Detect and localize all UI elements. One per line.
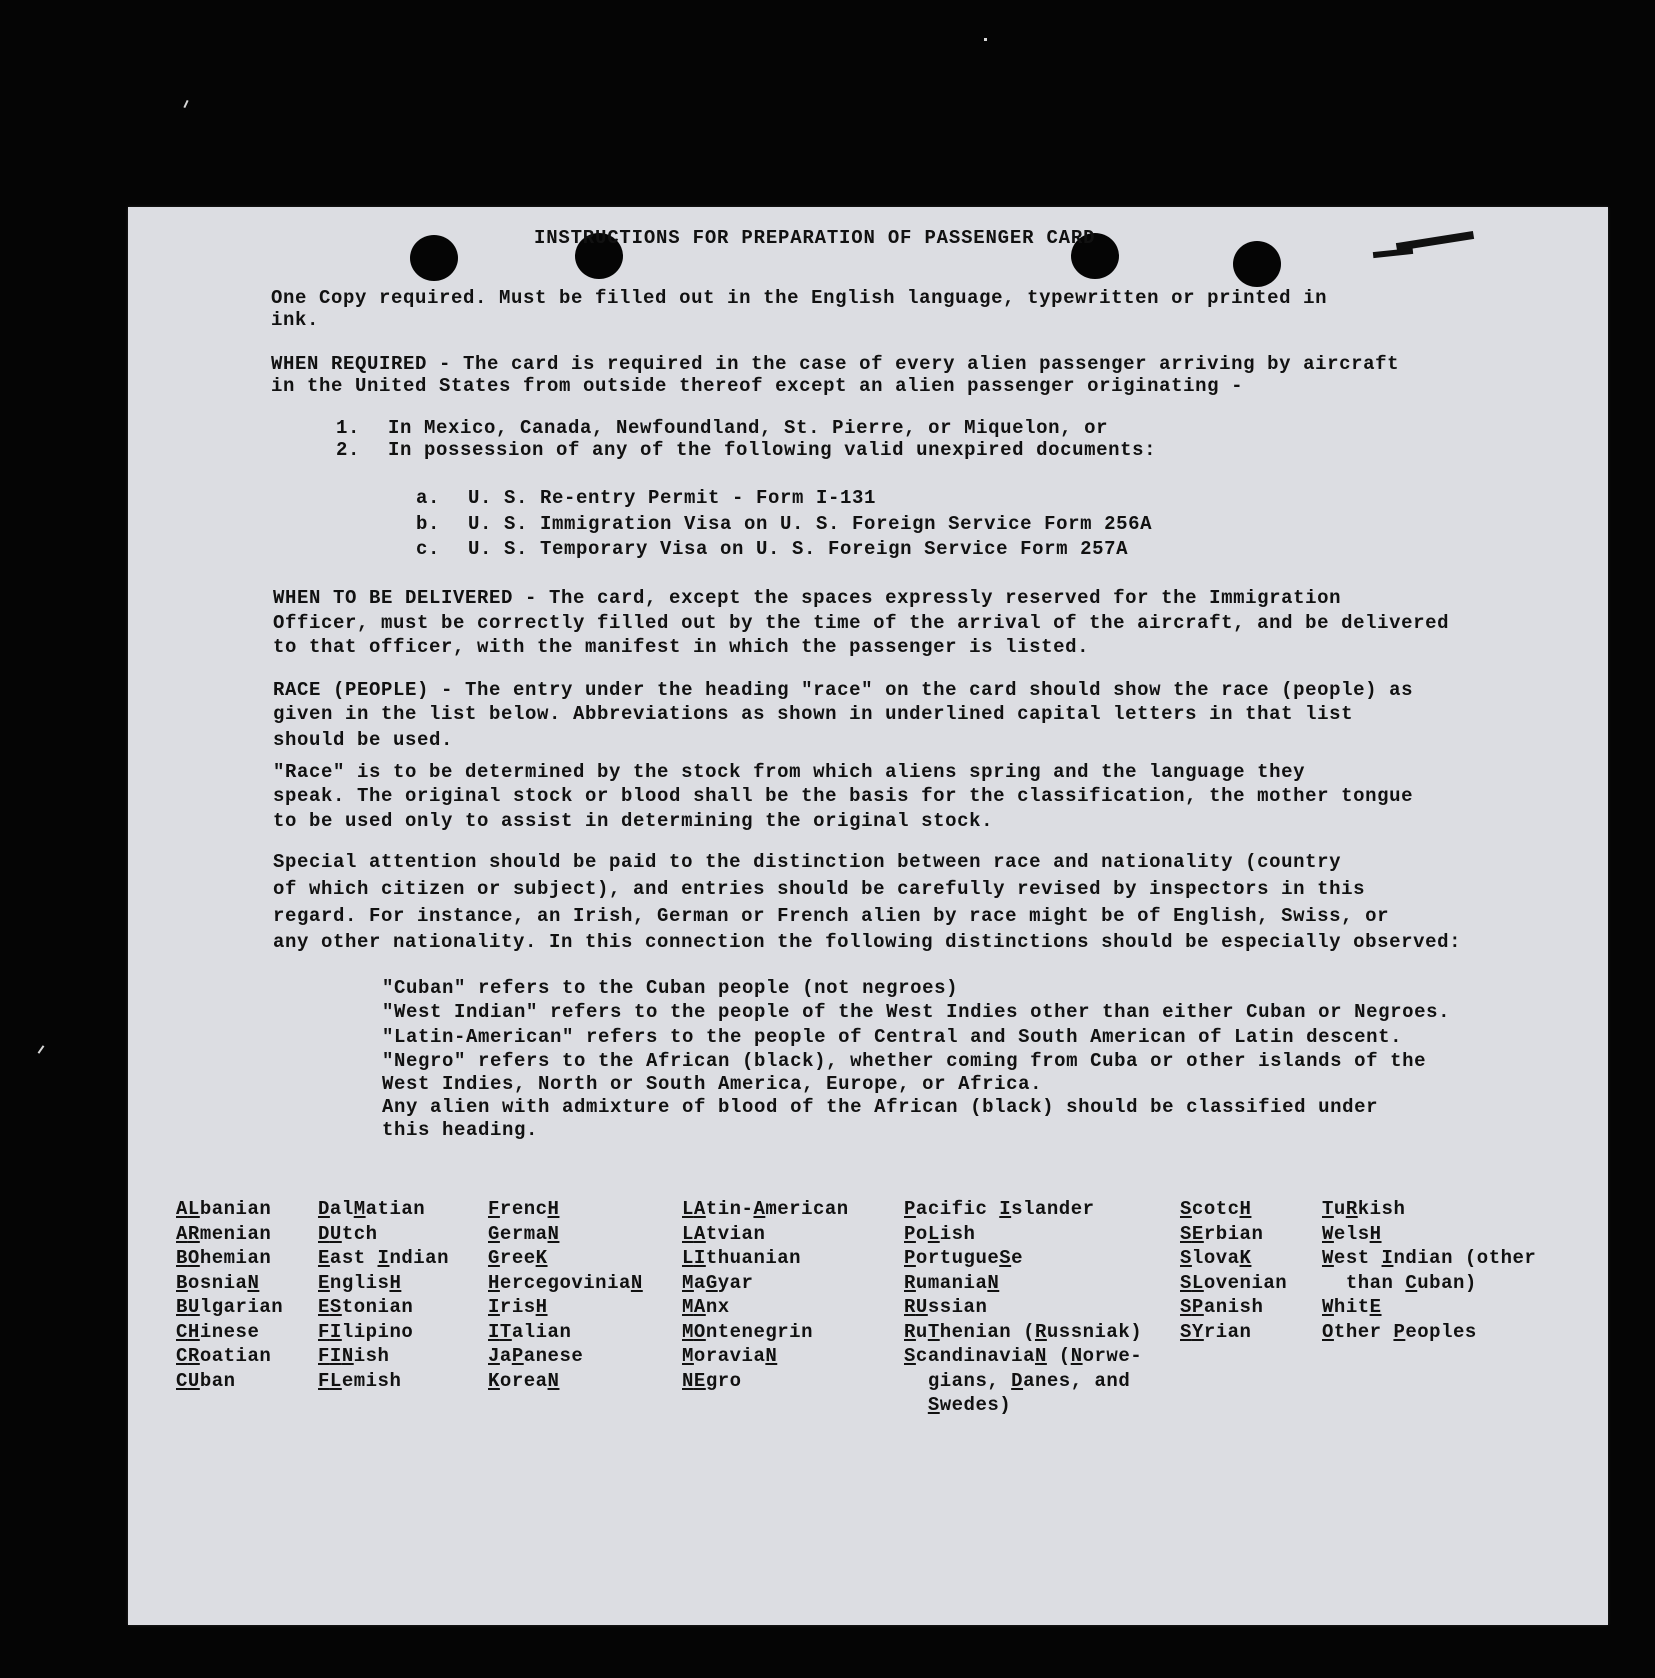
race-list-entry: ALbanian [176, 1198, 272, 1220]
race-list-entry: than Cuban) [1345, 1271, 1477, 1294]
lettered-item-letter: a. [416, 487, 441, 509]
race-list-entry: EStonian [318, 1296, 414, 1318]
race-list-entry: KoreaN [488, 1369, 560, 1392]
race-list-entry: TuRkish [1322, 1198, 1406, 1220]
race-list-entry: RuThenian (Russniak) [904, 1320, 1143, 1343]
race-list-entry: JaPanese [488, 1345, 584, 1367]
distinction-line: "West Indian" refers to the people of the West Indies other than either Cuban or Negroes. [382, 1001, 1451, 1023]
page-title: INSTRUCTIONS FOR PREPARATION OF PASSENGER CARD [534, 227, 1096, 249]
numbered-item-text: In possession of any of the following valid unexpired documents: [388, 439, 1157, 461]
race-list-entry: West Indian (other [1322, 1247, 1537, 1269]
race-list-entry: gians, Danes, and [927, 1369, 1131, 1392]
race-list-entry: EnglisH [318, 1271, 402, 1294]
scan-speck [38, 1045, 45, 1054]
race-list-entry: FIlipino [318, 1320, 414, 1343]
race-list-entry: FLemish [318, 1369, 402, 1392]
race-list-entry: LIthuanian [682, 1247, 802, 1269]
race-list-entry: MoraviaN [682, 1345, 778, 1367]
race-list-entry: RUssian [904, 1296, 988, 1318]
when-delivered-line-2: Officer, must be correctly filled out by the time of the arrival of the aircraft, and be delivered [273, 612, 1450, 634]
race-list-entry: Other Peoples [1322, 1320, 1477, 1343]
race-list-entry: CHinese [176, 1320, 260, 1343]
race-people-line-2: given in the list below. Abbreviations as shown in underlined capital letters in that list [273, 703, 1354, 725]
race-list-entry: Pacific Islander [904, 1198, 1095, 1220]
special-attention-line-4: any other nationality. In this connection the following distinctions should be especially observed: [273, 931, 1462, 953]
race-list-entry: DUtch [318, 1222, 378, 1245]
race-list-entry: MAnx [682, 1296, 730, 1318]
race-list-entry: LAtin-American [682, 1198, 849, 1220]
race-list-entry: FrencH [488, 1198, 560, 1220]
passenger-card-instructions-sheet [128, 207, 1608, 1625]
when-required-line-2: in the United States from outside thereof except an alien passenger originating - [271, 375, 1244, 397]
when-required-line-1: WHEN REQUIRED - The card is required in the case of every alien passenger arriving by aircraft [271, 353, 1400, 375]
race-list-column-3 [488, 1197, 643, 1393]
intro-line-2: ink. [271, 309, 320, 331]
race-list-entry: NEgro [682, 1369, 742, 1392]
lettered-item-letter: b. [416, 513, 441, 535]
numbered-item-num: 2. [336, 439, 361, 461]
scan-speck [183, 100, 188, 108]
race-list-column-2 [318, 1197, 449, 1393]
race-list-entry: Swedes) [927, 1394, 1012, 1416]
lettered-item-text: U. S. Re-entry Permit - Form I-131 [468, 487, 877, 509]
race-list-entry: MaGyar [682, 1271, 754, 1294]
special-attention-line-2: of which citizen or subject), and entries should be carefully revised by inspectors in this [273, 878, 1366, 900]
lettered-item-text: U. S. Temporary Visa on U. S. Foreign Service Form 257A [468, 538, 1129, 560]
race-list-entry: MOntenegrin [682, 1320, 813, 1343]
race-list-entry: ScotcH [1180, 1198, 1252, 1220]
special-attention-line-1: Special attention should be paid to the distinction between race and nationality (country [273, 851, 1342, 873]
race-list-entry: East Indian [318, 1247, 449, 1269]
race-definition-line-1: "Race" is to be determined by the stock from which aliens spring and the language they [273, 761, 1306, 783]
race-list-entry: IrisH [488, 1296, 548, 1318]
race-list-entry: HercegoviniaN [488, 1271, 643, 1294]
race-list-column-1 [176, 1197, 283, 1393]
when-delivered-line-3: to that officer, with the manifest in which the passenger is listed. [273, 636, 1090, 658]
race-list-entry: PoLish [904, 1222, 976, 1245]
race-list-column-7 [1322, 1197, 1536, 1344]
race-definition-line-2: speak. The original stock or blood shall be the basis for the classification, the mother tongue [273, 785, 1414, 807]
race-list-entry: SLovenian [1180, 1271, 1288, 1294]
race-list-entry: RumaniaN [904, 1271, 1000, 1294]
race-list-entry: SPanish [1180, 1296, 1264, 1318]
race-list-entry: GermaN [488, 1222, 560, 1245]
race-list-entry: WelsH [1322, 1222, 1382, 1245]
punch-hole [1233, 241, 1281, 287]
ink-smudge [1373, 248, 1413, 258]
lettered-item-letter: c. [416, 538, 441, 560]
race-list-entry: GreeK [488, 1247, 548, 1269]
numbered-item-text: In Mexico, Canada, Newfoundland, St. Pierre, or Miquelon, or [388, 417, 1109, 439]
race-definition-line-3: to be used only to assist in determining the original stock. [273, 810, 994, 832]
when-delivered-line-1: WHEN TO BE DELIVERED - The card, except the spaces expressly reserved for the Immigration [273, 587, 1342, 609]
distinction-line: "Latin-American" refers to the people of Central and South American of Latin descent. [382, 1026, 1403, 1048]
race-people-line-1: RACE (PEOPLE) - The entry under the heading "race" on the card should show the race (people) as [273, 679, 1414, 701]
race-list-entry: BOhemian [176, 1247, 272, 1269]
race-list-entry: SErbian [1180, 1222, 1264, 1245]
special-attention-line-3: regard. For instance, an Irish, German or French alien by race might be of English, Swiss, or [273, 905, 1390, 927]
race-list-entry: SlovaK [1180, 1247, 1252, 1269]
distinction-line: this heading. [382, 1119, 539, 1141]
scan-speck [984, 38, 987, 41]
distinction-line: "Cuban" refers to the Cuban people (not negroes) [382, 977, 959, 999]
race-list-entry: ITalian [488, 1320, 572, 1343]
race-list-entry: FINish [318, 1345, 390, 1367]
distinction-line: "Negro" refers to the African (black), whether coming from Cuba or other islands of the [382, 1050, 1427, 1072]
race-list-entry: ARmenian [176, 1222, 272, 1245]
race-list-entry: DalMatian [318, 1198, 426, 1220]
race-list-entry: SYrian [1180, 1320, 1252, 1343]
race-list-column-6 [1180, 1197, 1287, 1344]
race-list-column-4 [682, 1197, 849, 1393]
punch-hole [410, 235, 458, 281]
race-list-entry: LAtvian [682, 1222, 766, 1245]
race-list-entry: CUban [176, 1369, 236, 1392]
race-list-entry: BUlgarian [176, 1296, 284, 1318]
race-people-line-3: should be used. [273, 729, 454, 751]
lettered-item-text: U. S. Immigration Visa on U. S. Foreign Service Form 256A [468, 513, 1153, 535]
distinction-line: Any alien with admixture of blood of the African (black) should be classified under [382, 1096, 1379, 1118]
race-list-entry: BosniaN [176, 1271, 260, 1294]
distinction-line: West Indies, North or South America, Europe, or Africa. [382, 1073, 1043, 1095]
race-list-column-5 [904, 1197, 1142, 1418]
race-list-entry: ScandinaviaN (Norwe- [904, 1345, 1143, 1367]
intro-line-1: One Copy required. Must be filled out in the English language, typewritten or printed in [271, 287, 1328, 309]
numbered-item-num: 1. [336, 417, 361, 439]
race-list-entry: WhitE [1322, 1296, 1382, 1318]
race-list-entry: PortugueSe [904, 1247, 1024, 1269]
race-list-entry: CRoatian [176, 1345, 272, 1367]
